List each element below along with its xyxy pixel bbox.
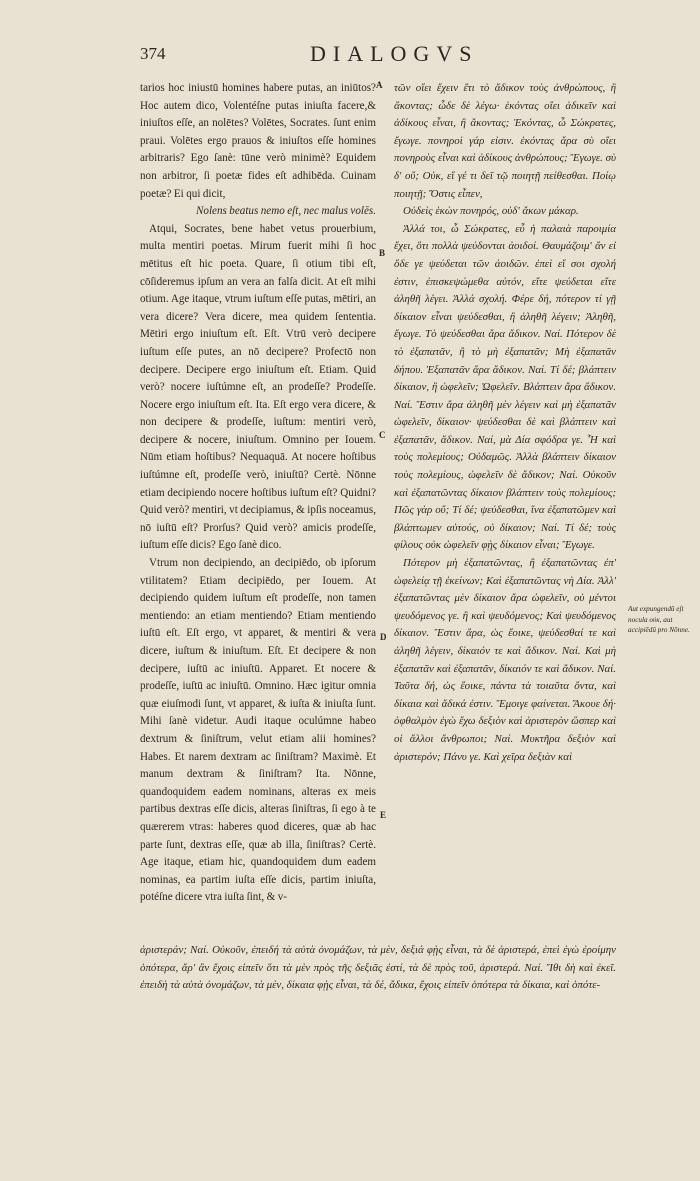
section-letter-d: D	[380, 632, 387, 642]
greek-verse-quote: Οὐδεὶς ἑκὼν πονηρός, οὐδ' ἄκων μάκαρ.	[403, 205, 579, 218]
latin-column	[140, 80, 376, 907]
section-letter-a: A	[376, 80, 383, 90]
greek-paragraph: Πότερον μὴ ἐξαπατῶντας, ἢ ἐξαπατῶντας ἐπ' ὠφελείᾳ τῇ ἐκείνων; Καὶ ἐξαπατῶντας νὴ Δία. Ἀλλ' ἐξαπατῶντας μὲν δίκαιον ἄρα ὠφελεῖν, οὐ μέντοι ψευδόμενος γε. ἢ καὶ ψευδόμενος; Καὶ ψευδόμενος δίκαιον. Ἔστιν ἄρα, ὡς ἔοικε, ψεύδεσθαί τε καὶ ἀληθῆ λέγειν, δίκαιόν τε καὶ ἄδικον. Ναί. Καὶ μὴ ἐξαπατᾶν καὶ ἐξαπατᾶν, δίκαιόν τε καὶ ἄδικον. Ναί. Ταῦτα δή, ὡς ἔοικε, πάντα τὰ τοιαῦτα ὄντα, καὶ δίκαια καὶ ἄδικά ἐστιν. Ἔμοιγε φαίνεται. Ἄκουε δή· ὀφθαλμὸν ἐγὼ ἔχω δεξιὸν καὶ ἀριστερὸν ὥσπερ καὶ οἱ ἄλλοι ἄνθρωποι; Ναί. Μυκτῆρα δεξιὸν καὶ ἀριστερόν; Πάνυ γε. Καὶ χεῖρα δεξιὰν καὶ	[394, 557, 616, 763]
latin-paragraph: tarios hoc iniustū homines habere putas, an iniūtos? Hoc autem dico, Volentéſne putas iniuſta facere,& iniuſtos eſſe, an nolētes? Volētes, Socrates. ſunt enim praui. Volētes ergo prauos & iniuſtos eſſe homines arbitraris? Ego ſanè: tūne verò minimè? Equidem non arbitror, ſi poetæ fides eſt adhibēda. Cuinam poetæ? Ei qui dicit,	[140, 82, 376, 200]
marginal-note: Aut expungendū eſt nocula οὐκ, aut accipiēdū pro Nōnne.	[628, 605, 690, 634]
latin-paragraph: Atqui, Socrates, bene habet vetus prouerbium, multa mentiri poetas. Mirum fuerit mihi ſi hoc mētitus eſt hic poeta. Quare, ſi otium tibi eſt, cōſideremus ipſum an vera an falſa dicit. At eſt mihi otium. Age itaque, vtrum iuſtum eſſe putas, mētiri, an vera dicere? Vera dicere, mea quidem ſententia. Mētiri ergo iniuſtum eſt. Eſt. Vtrū verò decipere iuſtum eſſe putes, an nō decipere? Profectō non decipere. Decipere ergo iniuſtum eſt. Etiam. Quid verò? nocere iuſtúmne eſt, an prodeſſe? Prodeſſe. Nocere ergo iniuſtum eſt. Ita. Eſt ergo vera dicere, & non decipere & prodeſſe, iuſtum: mentiri verò, decipere & nocere, iniuſtum. Omnino per Iouem. Nūm etiam hoſtibus? Nequaquā. At nocere hoſtibus iuſtúmne eſt, prodeſſe verò, iniuſtū? Certè. Nōnne etiam decipiendo nocere hoſtibus iuſtum eſt? Quidni? Quid verò? mentiri, vt decipiamus, & ipſis noceamus, nō iuſtū eſt? Prorſus? Quid verò? amicis prodeſſe, iuſtum eſſe dicis? Ego ſanè dico.	[140, 222, 376, 552]
greek-column	[394, 80, 616, 766]
section-letter-b: B	[379, 248, 386, 258]
greek-paragraph: τῶν οἴει ἔχειν ἔτι τὸ ἄδικον τοὺς ἀνθρώπους, ἢ ἄκοντας; ὧδε δὲ λέγω· ἑκόντας οἴει ἀδικεῖν καὶ ἀδίκους εἶναι, ἢ ἄκοντας; Ἑκόντας, ὦ Σώκρατες, ἔγωγε. πονηροὶ γάρ εἰσιν. ἑκόντας ἄρα σὺ οἴει πονηροὺς εἶναι καὶ ἀδίκους ἀνθρώπους; Ἔγωγε. σὺ δ' οὔ; Οὐκ, εἴ γέ τι δεῖ τῷ ποιητῇ πείθεσθαι. Ποίῳ ποιητῇ; Ὅστις εἶπεν,	[394, 82, 616, 200]
section-letter-c: C	[379, 430, 386, 440]
latin-verse-quote: Nolens beatus nemo eſt, nec malus volēs.	[196, 205, 376, 218]
latin-paragraph: Vtrum non decipiendo, an decipiēdo, ob ipſorum vtilitatem? Etiam decipiēdo, per Iouem. At decipiendo quidem iuſtum eſt prodeſſe, non tamen mentiendo: an etiam mentiendo? Etiam mentiendo iuſtū eſt. Eſt ergo, vt apparet, & mentiri & vera dicere, iuſtum & iniuſtum. Eſt. Et decipere & non decipere, iuſtū ac iniuſtū. Apparet. Et nocere & prodeſſe, iuſtū ac iniuſtū. Omnino. Hæc igitur omnia quæ eiuſmodi ſunt, vt apparet, & iuſta & iniuſta ſunt. Mihi ſanè videtur. Audi itaque oculúmne habeo dextrum & ſiniſtrum, velut etiam alii homines? Habes. Et narem dextram ac ſiniſtram? Maximè. Et manum dextram & ſiniſtram? Ita. Nōnne, quandoquidem eadem nominans, alteras ex meis partibus dextras eſſe dicis, alteras ſiniſtras, ſi ego à te quærerem vtras: haberes quod diceres, quæ ab hac parte ſunt, dextras eſſe, quæ ab illa, ſiniſtras? Certè. Age itaque, etiam hic, quandoquidem dum eadem nominas, ea partim iuſta eſſe dicis, partim iniuſta, potéſne dicere vtra iuſta ſint, & v-	[140, 557, 376, 904]
page-header	[140, 41, 660, 70]
page-number: 374	[140, 44, 166, 63]
greek-bottom-lines: ἀριστεράν; Ναί. Οὐκοῦν, ἐπειδή τὰ αὐτὰ ὀνομάζων, τὰ μὲν, δεξιά φῂς εἶναι, τὰ δὲ ἀριστερά, ἐπεὶ ἐγὼ ἐροίμην ὁπότερα, ἄρ' ἂν ἔχοις εἰπεῖν ὅτι τὰ μὲν πρὸς τῆς δεξιᾶς ἐστί, τὰ δὲ πρὸς τοῦ, ἀριστερά. Ναί. Ἴθι δὴ καὶ ἐκεῖ. ἐπειδὴ τὰ αὐτὰ ὀνομάζων, τὰ μὲν, δίκαια φῂς εἶναι, τὰ δέ, ἄδικα, ἔχοις εἰπεῖν ὁπότερα τὰ δίκαια, καὶ ὁπότε-	[140, 944, 616, 992]
section-letter-e: E	[380, 810, 387, 820]
running-title: DIALOGVS	[310, 41, 479, 66]
greek-paragraph: Ἀλλά τοι, ὦ Σώκρατες, εὖ ἡ παλαιὰ παροιμία ἔχει, ὅτι πολλὰ ψεύδονται ἀοιδοί. Θαυμάζοιμ' ἄν εἰ ὅδε γε ψεύδεται τῶν ἀοιδῶν. ἐπεὶ εἴ σοι σχολή ἐστιν, ἐπισκεψώμεθα αὐτόν, εἴτε ψεύδεται εἴτε ἀληθῆ λέγει. Ἀλλά σχολή. Φέρε δή, πότερον τί γῇ δίκαιον εἶναι ψεύδεσθαι, ἢ ἀληθῆ λέγειν; Ἀληθῆ, ἔγωγε. Τὸ ψεύδεσθαι ἄρα ἄδικον. Ναί. Πότερον δὲ τὸ ἐξαπατᾶν, ἢ τὸ μὴ ἐξαπατᾶν; Μὴ ἐξαπατᾶν δήπου. Ἐξαπατᾶν ἄρα ἄδικον. Ναί. Τί δέ; βλάπτειν δίκαιον, ἢ ὠφελεῖν; Ὠφελεῖν. Βλάπτειν ἄρα ἄδικον. Ναί. Ἔστιν ἄρα ἀληθῆ μὲν λέγειν καὶ μὴ ἐξαπατᾶν ὠφελεῖν, δίκαιον· ψεύδεσθαι δὲ καὶ βλάπτειν καὶ ἐξαπατᾶν, ἄδικον. Ναί, μὰ Δία σφόδρα γε. Ἦ καὶ τοὺς πολεμίους; Οὐδαμῶς. Ἀλλὰ βλάπτειν δίκαιον τοὺς πολεμίους, ὠφελεῖν δὲ ἄδικον; Ναί. Οὐκοῦν καὶ ἐξαπατῶντας δίκαιον βλάπτειν τοὺς πολεμίους; Πῶς γὰρ οὔ; Τί δέ; ψεύδεσθαι, ἵνα ἐξαπατῶμεν καὶ βλάπτωμεν αὐτούς, οὐ δίκαιον; Ναί. Τί δέ; τοὺς φίλους οὐκ ὠφελεῖν φῂς δίκαιον εἶναι; Ἔγωγε.	[394, 222, 616, 552]
